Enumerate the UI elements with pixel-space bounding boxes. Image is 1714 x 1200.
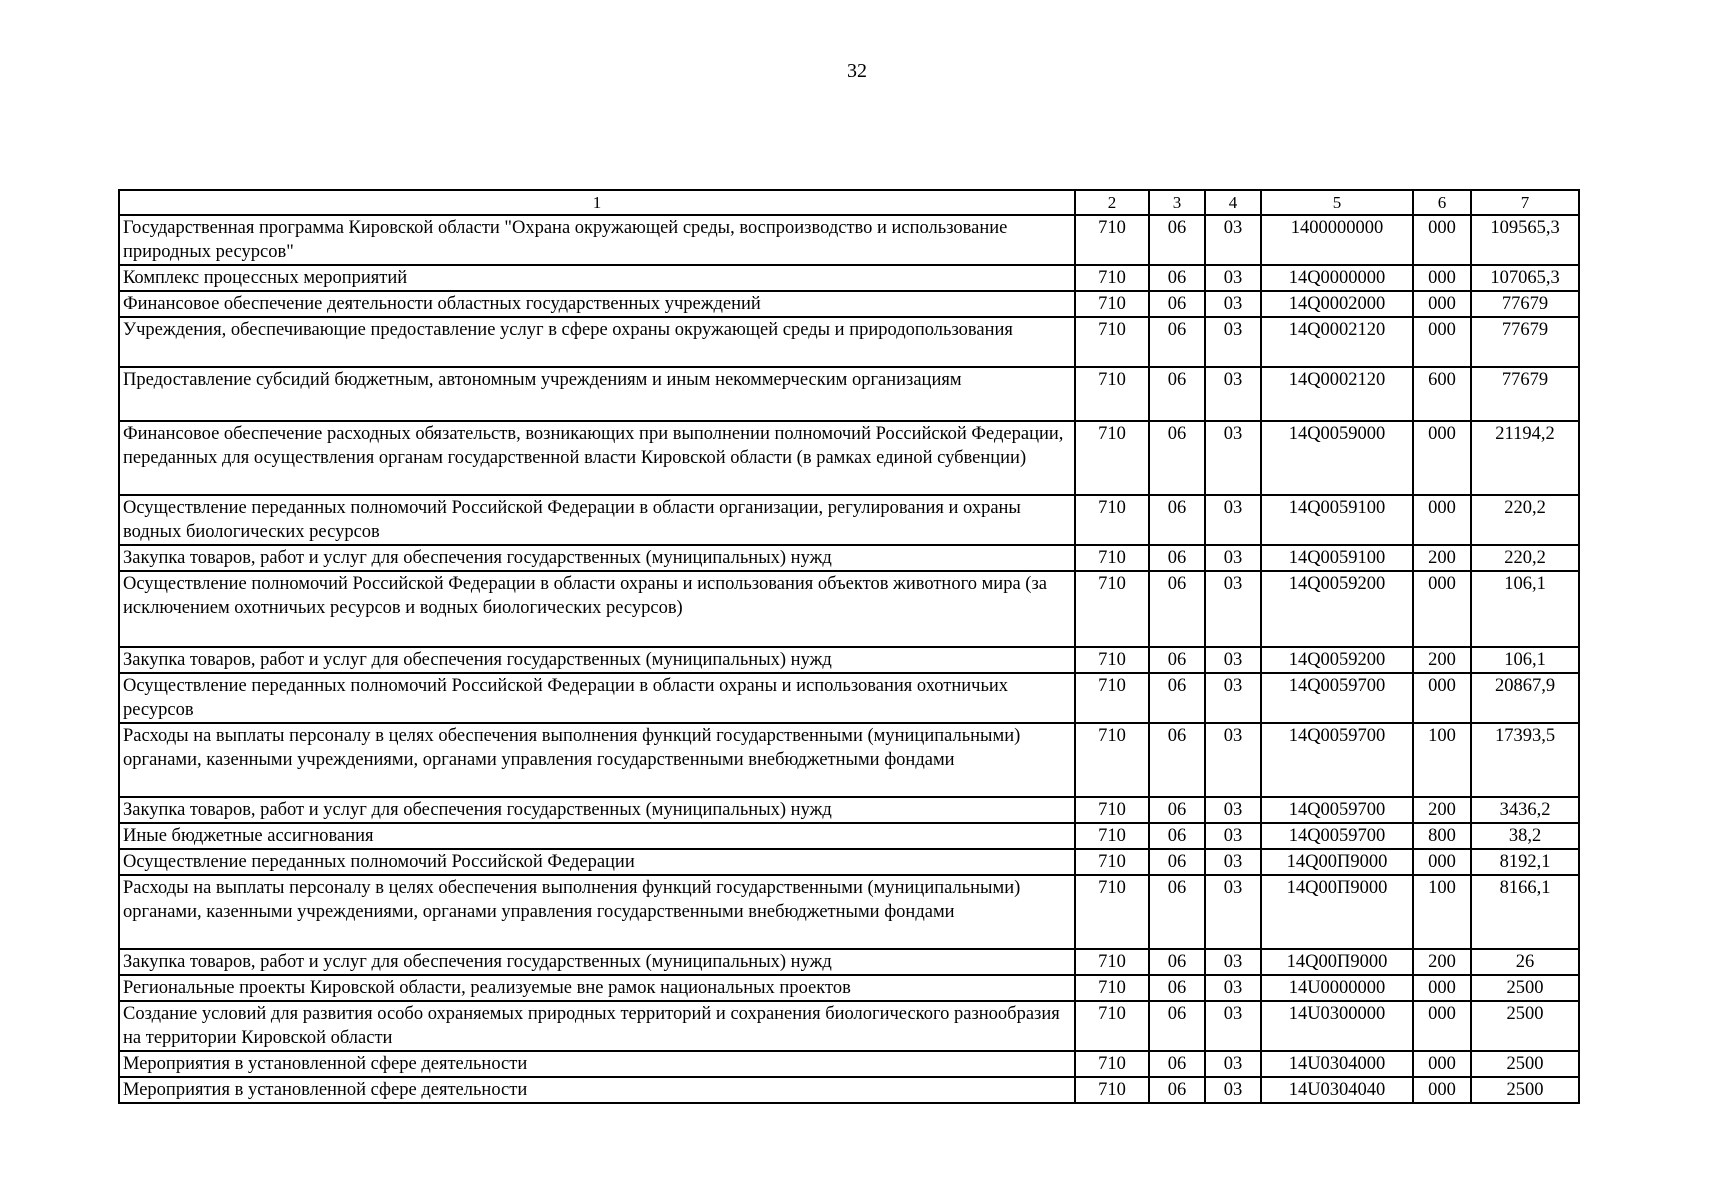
row-amount-cell: 77679 xyxy=(1471,317,1579,367)
row-code-cell: 710 xyxy=(1075,823,1149,849)
table-body xyxy=(119,215,1579,1103)
row-section-cell: 06 xyxy=(1149,823,1205,849)
row-name-cell: Осуществление переданных полномочий Российской Федерации в области организации, регулирования и охраны водных биологических ресурсов xyxy=(119,495,1075,545)
table-row xyxy=(119,367,1579,421)
row-expense-type-cell: 000 xyxy=(1413,421,1471,495)
table-row xyxy=(119,975,1579,1001)
row-expense-type-cell: 000 xyxy=(1413,1077,1471,1103)
row-target-article-cell: 14Q0059100 xyxy=(1261,495,1413,545)
row-name-cell: Осуществление переданных полномочий Российской Федерации xyxy=(119,849,1075,875)
row-section-cell: 06 xyxy=(1149,723,1205,797)
row-code-cell: 710 xyxy=(1075,647,1149,673)
row-expense-type-cell: 000 xyxy=(1413,849,1471,875)
row-amount-cell: 77679 xyxy=(1471,291,1579,317)
row-subsection-cell: 03 xyxy=(1205,849,1261,875)
table-header-row xyxy=(119,190,1579,215)
row-subsection-cell: 03 xyxy=(1205,823,1261,849)
row-name-cell: Закупка товаров, работ и услуг для обеспечения государственных (муниципальных) нужд xyxy=(119,545,1075,571)
row-name-cell: Предоставление субсидий бюджетным, автономным учреждениям и иным некоммерческим организациям xyxy=(119,367,1075,421)
column-header: 6 xyxy=(1413,190,1471,215)
row-code-cell: 710 xyxy=(1075,571,1149,647)
column-header: 2 xyxy=(1075,190,1149,215)
row-expense-type-cell: 200 xyxy=(1413,797,1471,823)
table-row xyxy=(119,215,1579,265)
row-amount-cell: 220,2 xyxy=(1471,545,1579,571)
row-target-article-cell: 14U0304000 xyxy=(1261,1051,1413,1077)
row-amount-cell: 106,1 xyxy=(1471,571,1579,647)
budget-table xyxy=(118,189,1580,1104)
row-section-cell: 06 xyxy=(1149,875,1205,949)
row-subsection-cell: 03 xyxy=(1205,949,1261,975)
row-amount-cell: 8192,1 xyxy=(1471,849,1579,875)
row-subsection-cell: 03 xyxy=(1205,797,1261,823)
row-code-cell: 710 xyxy=(1075,317,1149,367)
row-expense-type-cell: 000 xyxy=(1413,1051,1471,1077)
row-subsection-cell: 03 xyxy=(1205,495,1261,545)
row-target-article-cell: 14Q00П9000 xyxy=(1261,949,1413,975)
row-expense-type-cell: 200 xyxy=(1413,949,1471,975)
row-target-article-cell: 14Q0000000 xyxy=(1261,265,1413,291)
table-row xyxy=(119,1051,1579,1077)
row-expense-type-cell: 200 xyxy=(1413,545,1471,571)
table-row xyxy=(119,545,1579,571)
row-subsection-cell: 03 xyxy=(1205,421,1261,495)
page-number: 32 xyxy=(847,60,867,82)
row-target-article-cell: 14U0300000 xyxy=(1261,1001,1413,1051)
row-section-cell: 06 xyxy=(1149,797,1205,823)
row-subsection-cell: 03 xyxy=(1205,1001,1261,1051)
row-code-cell: 710 xyxy=(1075,849,1149,875)
row-expense-type-cell: 100 xyxy=(1413,723,1471,797)
table-row xyxy=(119,265,1579,291)
row-amount-cell: 17393,5 xyxy=(1471,723,1579,797)
row-section-cell: 06 xyxy=(1149,975,1205,1001)
row-subsection-cell: 03 xyxy=(1205,291,1261,317)
row-section-cell: 06 xyxy=(1149,291,1205,317)
table-row xyxy=(119,317,1579,367)
table-row xyxy=(119,875,1579,949)
row-expense-type-cell: 000 xyxy=(1413,495,1471,545)
row-section-cell: 06 xyxy=(1149,1001,1205,1051)
row-target-article-cell: 14Q0059000 xyxy=(1261,421,1413,495)
row-subsection-cell: 03 xyxy=(1205,723,1261,797)
row-code-cell: 710 xyxy=(1075,875,1149,949)
row-code-cell: 710 xyxy=(1075,975,1149,1001)
row-code-cell: 710 xyxy=(1075,723,1149,797)
row-name-cell: Государственная программа Кировской области "Охрана окружающей среды, воспроизводство и использование природных ресурсов" xyxy=(119,215,1075,265)
row-code-cell: 710 xyxy=(1075,797,1149,823)
row-code-cell: 710 xyxy=(1075,1001,1149,1051)
row-target-article-cell: 14Q0002120 xyxy=(1261,317,1413,367)
row-amount-cell: 2500 xyxy=(1471,1077,1579,1103)
row-section-cell: 06 xyxy=(1149,215,1205,265)
table-row xyxy=(119,571,1579,647)
row-target-article-cell: 14Q0002120 xyxy=(1261,367,1413,421)
row-subsection-cell: 03 xyxy=(1205,875,1261,949)
row-subsection-cell: 03 xyxy=(1205,975,1261,1001)
row-expense-type-cell: 000 xyxy=(1413,317,1471,367)
row-amount-cell: 77679 xyxy=(1471,367,1579,421)
row-code-cell: 710 xyxy=(1075,1077,1149,1103)
table-row xyxy=(119,291,1579,317)
row-section-cell: 06 xyxy=(1149,849,1205,875)
row-name-cell: Учреждения, обеспечивающие предоставление услуг в сфере охраны окружающей среды и природопользования xyxy=(119,317,1075,367)
row-section-cell: 06 xyxy=(1149,1051,1205,1077)
table-row xyxy=(119,673,1579,723)
table-row xyxy=(119,849,1579,875)
row-target-article-cell: 14U0000000 xyxy=(1261,975,1413,1001)
row-code-cell: 710 xyxy=(1075,673,1149,723)
row-target-article-cell: 14Q0059100 xyxy=(1261,545,1413,571)
row-section-cell: 06 xyxy=(1149,367,1205,421)
row-target-article-cell: 14Q0059700 xyxy=(1261,673,1413,723)
row-expense-type-cell: 600 xyxy=(1413,367,1471,421)
row-expense-type-cell: 000 xyxy=(1413,673,1471,723)
row-code-cell: 710 xyxy=(1075,265,1149,291)
column-header: 1 xyxy=(119,190,1075,215)
row-expense-type-cell: 000 xyxy=(1413,571,1471,647)
row-name-cell: Закупка товаров, работ и услуг для обеспечения государственных (муниципальных) нужд xyxy=(119,949,1075,975)
row-target-article-cell: 14Q00П9000 xyxy=(1261,875,1413,949)
row-target-article-cell: 1400000000 xyxy=(1261,215,1413,265)
row-target-article-cell: 14Q0059700 xyxy=(1261,797,1413,823)
row-target-article-cell: 14Q0002000 xyxy=(1261,291,1413,317)
row-target-article-cell: 14Q0059200 xyxy=(1261,647,1413,673)
row-amount-cell: 107065,3 xyxy=(1471,265,1579,291)
row-subsection-cell: 03 xyxy=(1205,571,1261,647)
row-code-cell: 710 xyxy=(1075,215,1149,265)
row-name-cell: Осуществление переданных полномочий Российской Федерации в области охраны и использования охотничьих ресурсов xyxy=(119,673,1075,723)
row-section-cell: 06 xyxy=(1149,317,1205,367)
row-target-article-cell: 14Q0059700 xyxy=(1261,823,1413,849)
row-target-article-cell: 14Q0059700 xyxy=(1261,723,1413,797)
table-row xyxy=(119,797,1579,823)
table-row xyxy=(119,495,1579,545)
column-header: 4 xyxy=(1205,190,1261,215)
row-expense-type-cell: 000 xyxy=(1413,291,1471,317)
row-subsection-cell: 03 xyxy=(1205,1051,1261,1077)
row-code-cell: 710 xyxy=(1075,367,1149,421)
row-section-cell: 06 xyxy=(1149,571,1205,647)
row-expense-type-cell: 000 xyxy=(1413,215,1471,265)
row-name-cell: Закупка товаров, работ и услуг для обеспечения государственных (муниципальных) нужд xyxy=(119,647,1075,673)
row-amount-cell: 26 xyxy=(1471,949,1579,975)
row-expense-type-cell: 100 xyxy=(1413,875,1471,949)
row-expense-type-cell: 800 xyxy=(1413,823,1471,849)
row-expense-type-cell: 000 xyxy=(1413,975,1471,1001)
column-header: 3 xyxy=(1149,190,1205,215)
row-name-cell: Осуществление полномочий Российской Федерации в области охраны и использования объектов животного мира (за исключением охотничьих ресурсов и водных биологических ресурсов) xyxy=(119,571,1075,647)
row-section-cell: 06 xyxy=(1149,495,1205,545)
row-subsection-cell: 03 xyxy=(1205,673,1261,723)
row-name-cell: Финансовое обеспечение расходных обязательств, возникающих при выполнении полномочий Российской Федерации, переданных для осуществления органам государственной власти Кировской области (в рамках единой субвенции) xyxy=(119,421,1075,495)
row-amount-cell: 2500 xyxy=(1471,975,1579,1001)
table-row xyxy=(119,1001,1579,1051)
table-row xyxy=(119,421,1579,495)
row-code-cell: 710 xyxy=(1075,421,1149,495)
table-row xyxy=(119,723,1579,797)
column-header: 5 xyxy=(1261,190,1413,215)
row-amount-cell: 2500 xyxy=(1471,1001,1579,1051)
row-amount-cell: 2500 xyxy=(1471,1051,1579,1077)
row-amount-cell: 220,2 xyxy=(1471,495,1579,545)
row-section-cell: 06 xyxy=(1149,673,1205,723)
row-target-article-cell: 14U0304040 xyxy=(1261,1077,1413,1103)
row-name-cell: Комплекс процессных мероприятий xyxy=(119,265,1075,291)
row-amount-cell: 21194,2 xyxy=(1471,421,1579,495)
row-subsection-cell: 03 xyxy=(1205,215,1261,265)
row-amount-cell: 20867,9 xyxy=(1471,673,1579,723)
row-amount-cell: 109565,3 xyxy=(1471,215,1579,265)
row-target-article-cell: 14Q0059200 xyxy=(1261,571,1413,647)
row-code-cell: 710 xyxy=(1075,291,1149,317)
row-name-cell: Расходы на выплаты персоналу в целях обеспечения выполнения функций государственными (муниципальными) органами, казенными учреждениями, органами управления государственными внебюджетными фондами xyxy=(119,723,1075,797)
row-subsection-cell: 03 xyxy=(1205,647,1261,673)
row-amount-cell: 106,1 xyxy=(1471,647,1579,673)
row-code-cell: 710 xyxy=(1075,1051,1149,1077)
table-row xyxy=(119,949,1579,975)
row-name-cell: Региональные проекты Кировской области, реализуемые вне рамок национальных проектов xyxy=(119,975,1075,1001)
row-name-cell: Мероприятия в установленной сфере деятельности xyxy=(119,1077,1075,1103)
row-section-cell: 06 xyxy=(1149,647,1205,673)
column-header: 7 xyxy=(1471,190,1579,215)
row-subsection-cell: 03 xyxy=(1205,545,1261,571)
row-section-cell: 06 xyxy=(1149,1077,1205,1103)
table-row xyxy=(119,1077,1579,1103)
row-code-cell: 710 xyxy=(1075,495,1149,545)
table-row xyxy=(119,647,1579,673)
row-amount-cell: 38,2 xyxy=(1471,823,1579,849)
row-name-cell: Расходы на выплаты персоналу в целях обеспечения выполнения функций государственными (муниципальными) органами, казенными учреждениями, органами управления государственными внебюджетными фондами xyxy=(119,875,1075,949)
row-section-cell: 06 xyxy=(1149,545,1205,571)
row-amount-cell: 8166,1 xyxy=(1471,875,1579,949)
row-name-cell: Создание условий для развития особо охраняемых природных территорий и сохранения биологического разнообразия на территории Кировской области xyxy=(119,1001,1075,1051)
table-row xyxy=(119,823,1579,849)
row-subsection-cell: 03 xyxy=(1205,317,1261,367)
row-section-cell: 06 xyxy=(1149,421,1205,495)
row-expense-type-cell: 000 xyxy=(1413,265,1471,291)
row-section-cell: 06 xyxy=(1149,265,1205,291)
row-expense-type-cell: 200 xyxy=(1413,647,1471,673)
row-name-cell: Финансовое обеспечение деятельности областных государственных учреждений xyxy=(119,291,1075,317)
row-code-cell: 710 xyxy=(1075,949,1149,975)
row-expense-type-cell: 000 xyxy=(1413,1001,1471,1051)
row-subsection-cell: 03 xyxy=(1205,367,1261,421)
row-name-cell: Иные бюджетные ассигнования xyxy=(119,823,1075,849)
row-code-cell: 710 xyxy=(1075,545,1149,571)
row-name-cell: Мероприятия в установленной сфере деятельности xyxy=(119,1051,1075,1077)
row-subsection-cell: 03 xyxy=(1205,1077,1261,1103)
row-target-article-cell: 14Q00П9000 xyxy=(1261,849,1413,875)
row-name-cell: Закупка товаров, работ и услуг для обеспечения государственных (муниципальных) нужд xyxy=(119,797,1075,823)
row-amount-cell: 3436,2 xyxy=(1471,797,1579,823)
row-subsection-cell: 03 xyxy=(1205,265,1261,291)
row-section-cell: 06 xyxy=(1149,949,1205,975)
